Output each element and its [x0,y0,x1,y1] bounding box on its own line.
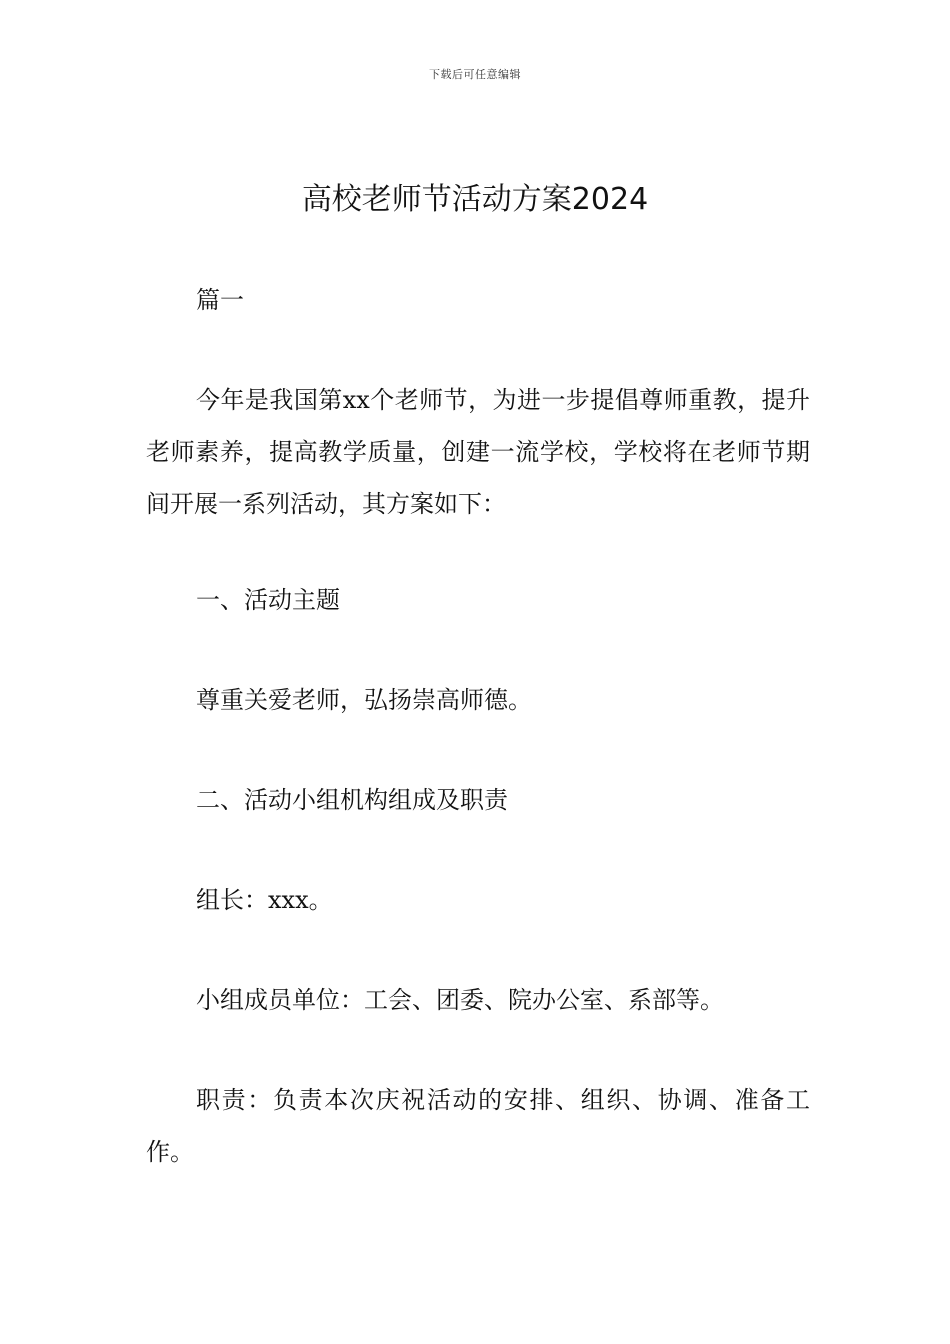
document-title: 高校老师节活动方案2024 [301,182,649,217]
members-paragraph: 小组成员单位：工会、团委、院办公室、系部等。 [196,986,724,1014]
leader-paragraph: 组长：xxx。 [196,886,333,914]
heading-organization: 二、活动小组机构组成及职责 [196,786,508,814]
heading-activity-theme: 一、活动主题 [196,586,340,614]
theme-paragraph: 尊重关爱老师，弘扬崇高师德。 [196,686,532,714]
duty-paragraph: 职责：负责本次庆祝活动的安排、组织、协调、准备工作。 [146,1086,810,1166]
section-label: 篇一 [196,286,244,314]
header-note: 下载后可任意编辑 [429,68,521,81]
intro-paragraph: 今年是我国第xx个老师节，为进一步提倡尊师重教，提升老师素养，提高教学质量，创建一流学校，学校将在老师节期间开展一系列活动，其方案如下： [146,386,810,518]
